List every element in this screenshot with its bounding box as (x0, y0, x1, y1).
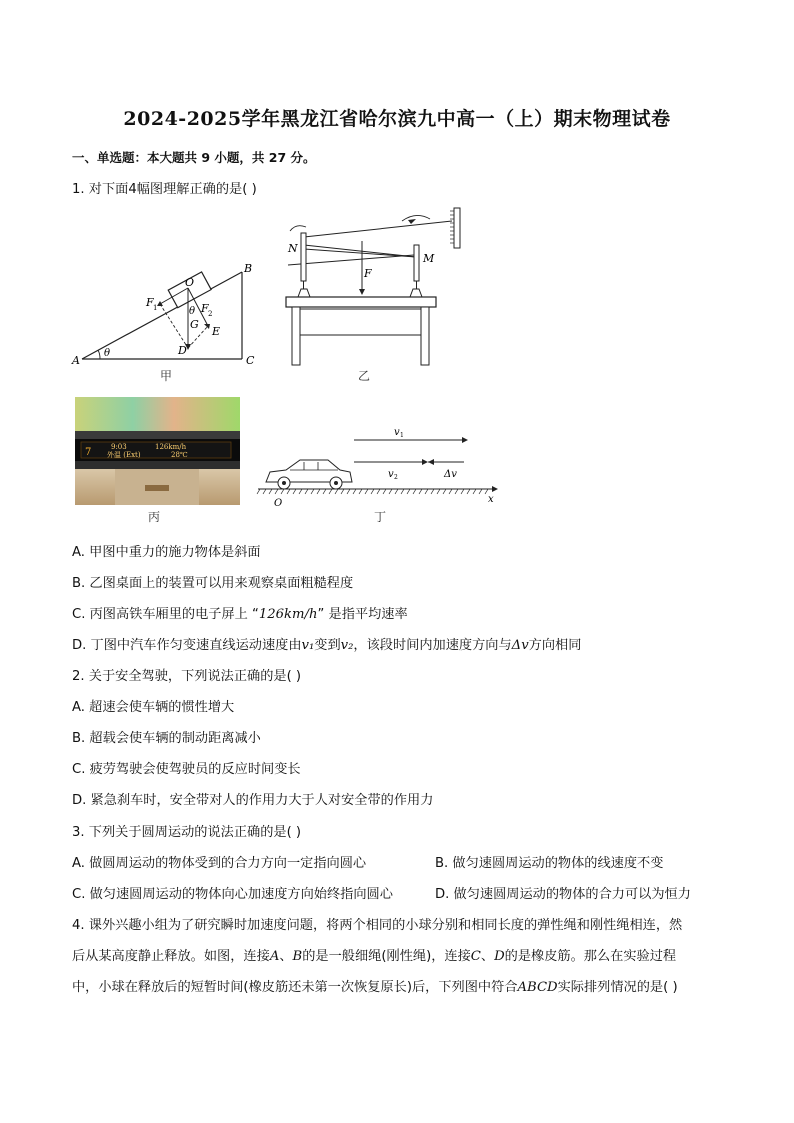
label-F2: F (201, 302, 209, 315)
q3-option-a[interactable]: A. 做圆周运动的物体受到的合力方向一定指向圆心 (72, 856, 367, 871)
label-theta-2: θ (104, 348, 111, 359)
figure-jia-incline (70, 262, 260, 370)
label-F1: F (146, 296, 154, 309)
q2-stem: 2. 关于安全驾驶，下列说法正确的是( ) (72, 669, 302, 684)
q2-option-c[interactable]: C. 疲劳驾驶会使驾驶员的反应时间变长 (72, 762, 301, 777)
q1-option-c[interactable] (72, 603, 408, 622)
page-title: 2024-2025学年黑龙江省哈尔滨九中高一（上）期末物理试卷 (123, 108, 671, 130)
screen-temp: 28℃ (171, 451, 188, 459)
q4-text: 后从某高度静止释放。如图，连接 (72, 949, 270, 964)
q1-option-c-math: 126km/h (258, 607, 318, 622)
q4-text: 、 (279, 949, 293, 964)
q4-math-abcd: ABCD (517, 980, 558, 995)
q4-math-d: D (494, 949, 505, 964)
label-F: F (364, 267, 372, 280)
label-A: A (72, 354, 80, 367)
table-leg-left (292, 307, 300, 365)
q2-option-b[interactable]: B. 超载会使车辆的制动距离减小 (72, 731, 261, 746)
q1-stem: 1. 对下面4幅图理解正确的是( ) (72, 182, 257, 197)
q1-option-a[interactable]: A. 甲图中重力的施力物体是斜面 (72, 545, 261, 560)
q4-math-a: A (269, 949, 280, 964)
table-leg-right (421, 307, 429, 365)
label-v2-sub: 2 (394, 474, 398, 481)
q1-option-d-v2: v₂ (340, 638, 354, 653)
label-C: C (246, 354, 255, 367)
label-theta-1: θ (189, 306, 196, 317)
q1-option-b[interactable]: B. 乙图桌面上的装置可以用来观察桌面粗糙程度 (72, 576, 354, 591)
label-D: D (178, 344, 187, 357)
caption-bing: 丙 (148, 510, 161, 524)
q1-option-d[interactable] (72, 634, 581, 653)
q3-option-c[interactable]: C. 做匀速圆周运动的物体向心加速度方向始终指向圆心 (72, 887, 393, 902)
scale-ruler (454, 208, 460, 248)
screen-speed: 126km/h (155, 443, 187, 451)
label-O: O (185, 276, 195, 289)
label-E: E (212, 325, 221, 338)
caption-ding: 丁 (374, 510, 387, 524)
q4-text: 实际排列情况的是( ) (557, 980, 678, 995)
caption-jia: 甲 (160, 369, 173, 383)
q1-option-d-v1: v₁ (301, 638, 315, 653)
q4-math-c: C (470, 949, 481, 964)
label-N: N (288, 242, 298, 255)
q1-option-d-pre: D. 丁图中汽车作匀变速直线运动速度由 (72, 638, 302, 653)
q1-option-d-post: 方向相同 (528, 638, 582, 653)
q3-option-d[interactable]: D. 做匀速圆周运动的物体的合力可以为恒力 (435, 887, 691, 902)
q4-line-3 (72, 976, 678, 995)
table-top (286, 297, 436, 307)
label-F1-sub: 1 (153, 304, 158, 312)
figure-ding-car (256, 422, 500, 510)
q1-option-c-pre: C. 丙图高铁车厢里的电子屏上 “ (72, 607, 259, 622)
label-x: x (488, 494, 494, 505)
figure-bing-photo (75, 397, 240, 505)
screen-left-digit: 7 (85, 447, 92, 458)
label-v1: v (394, 427, 400, 438)
q4-text: 的是橡皮筋。那么在实验过程 (504, 949, 677, 964)
q2-option-a[interactable]: A. 超速会使车辆的惯性增大 (72, 700, 235, 715)
label-G: G (190, 318, 199, 331)
q1-option-d-dv: Δv (511, 638, 529, 653)
q2-option-d[interactable]: D. 紧急刹车时，安全带对人的作用力大于人对安全带的作用力 (72, 793, 434, 808)
screen-temp-label: 外温 (Ext) (107, 451, 141, 459)
label-M: M (423, 252, 435, 265)
q3-stem: 3. 下列关于圆周运动的说法正确的是( ) (72, 825, 302, 840)
incline-slope (82, 272, 242, 359)
label-F2-sub: 2 (208, 310, 213, 318)
section-heading: 一、单选题：本大题共 9 小题，共 27 分。 (72, 150, 316, 165)
caption-yi: 乙 (358, 369, 371, 383)
q4-text: 、 (480, 949, 495, 964)
q4-text: 的是一般细绳(刚性绳)，连接 (302, 949, 471, 964)
q4-math-b: B (292, 949, 303, 964)
label-B: B (244, 262, 253, 275)
label-delta-v: Δv (444, 469, 457, 480)
label-origin: O (274, 498, 283, 509)
screen-time: 9:03 (111, 443, 127, 451)
label-v1-sub: 1 (400, 432, 404, 439)
q3-option-b[interactable]: B. 做匀速圆周运动的物体的线速度不变 (435, 856, 664, 871)
label-v2: v (388, 469, 394, 480)
q1-option-c-post: ” 是指平均速率 (317, 607, 408, 622)
q4-text: 中，小球在释放后的短暂时间(橡皮筋还未第一次恢复原长)后，下列图中符合 (72, 980, 518, 995)
q1-option-d-mid: 变到 (314, 638, 341, 653)
figure-yi-table (284, 205, 464, 367)
mirror-M (414, 245, 419, 281)
q4-line-1: 4. 课外兴趣小组为了研究瞬时加速度问题，将两个相同的小球分别和相同长度的弹性绳和刚性绳相连，然 (72, 918, 683, 933)
mirror-N (301, 233, 306, 281)
q4-line-2 (72, 945, 676, 964)
q1-option-d-mid2: ，该段时间内加速度方向与 (353, 638, 512, 653)
